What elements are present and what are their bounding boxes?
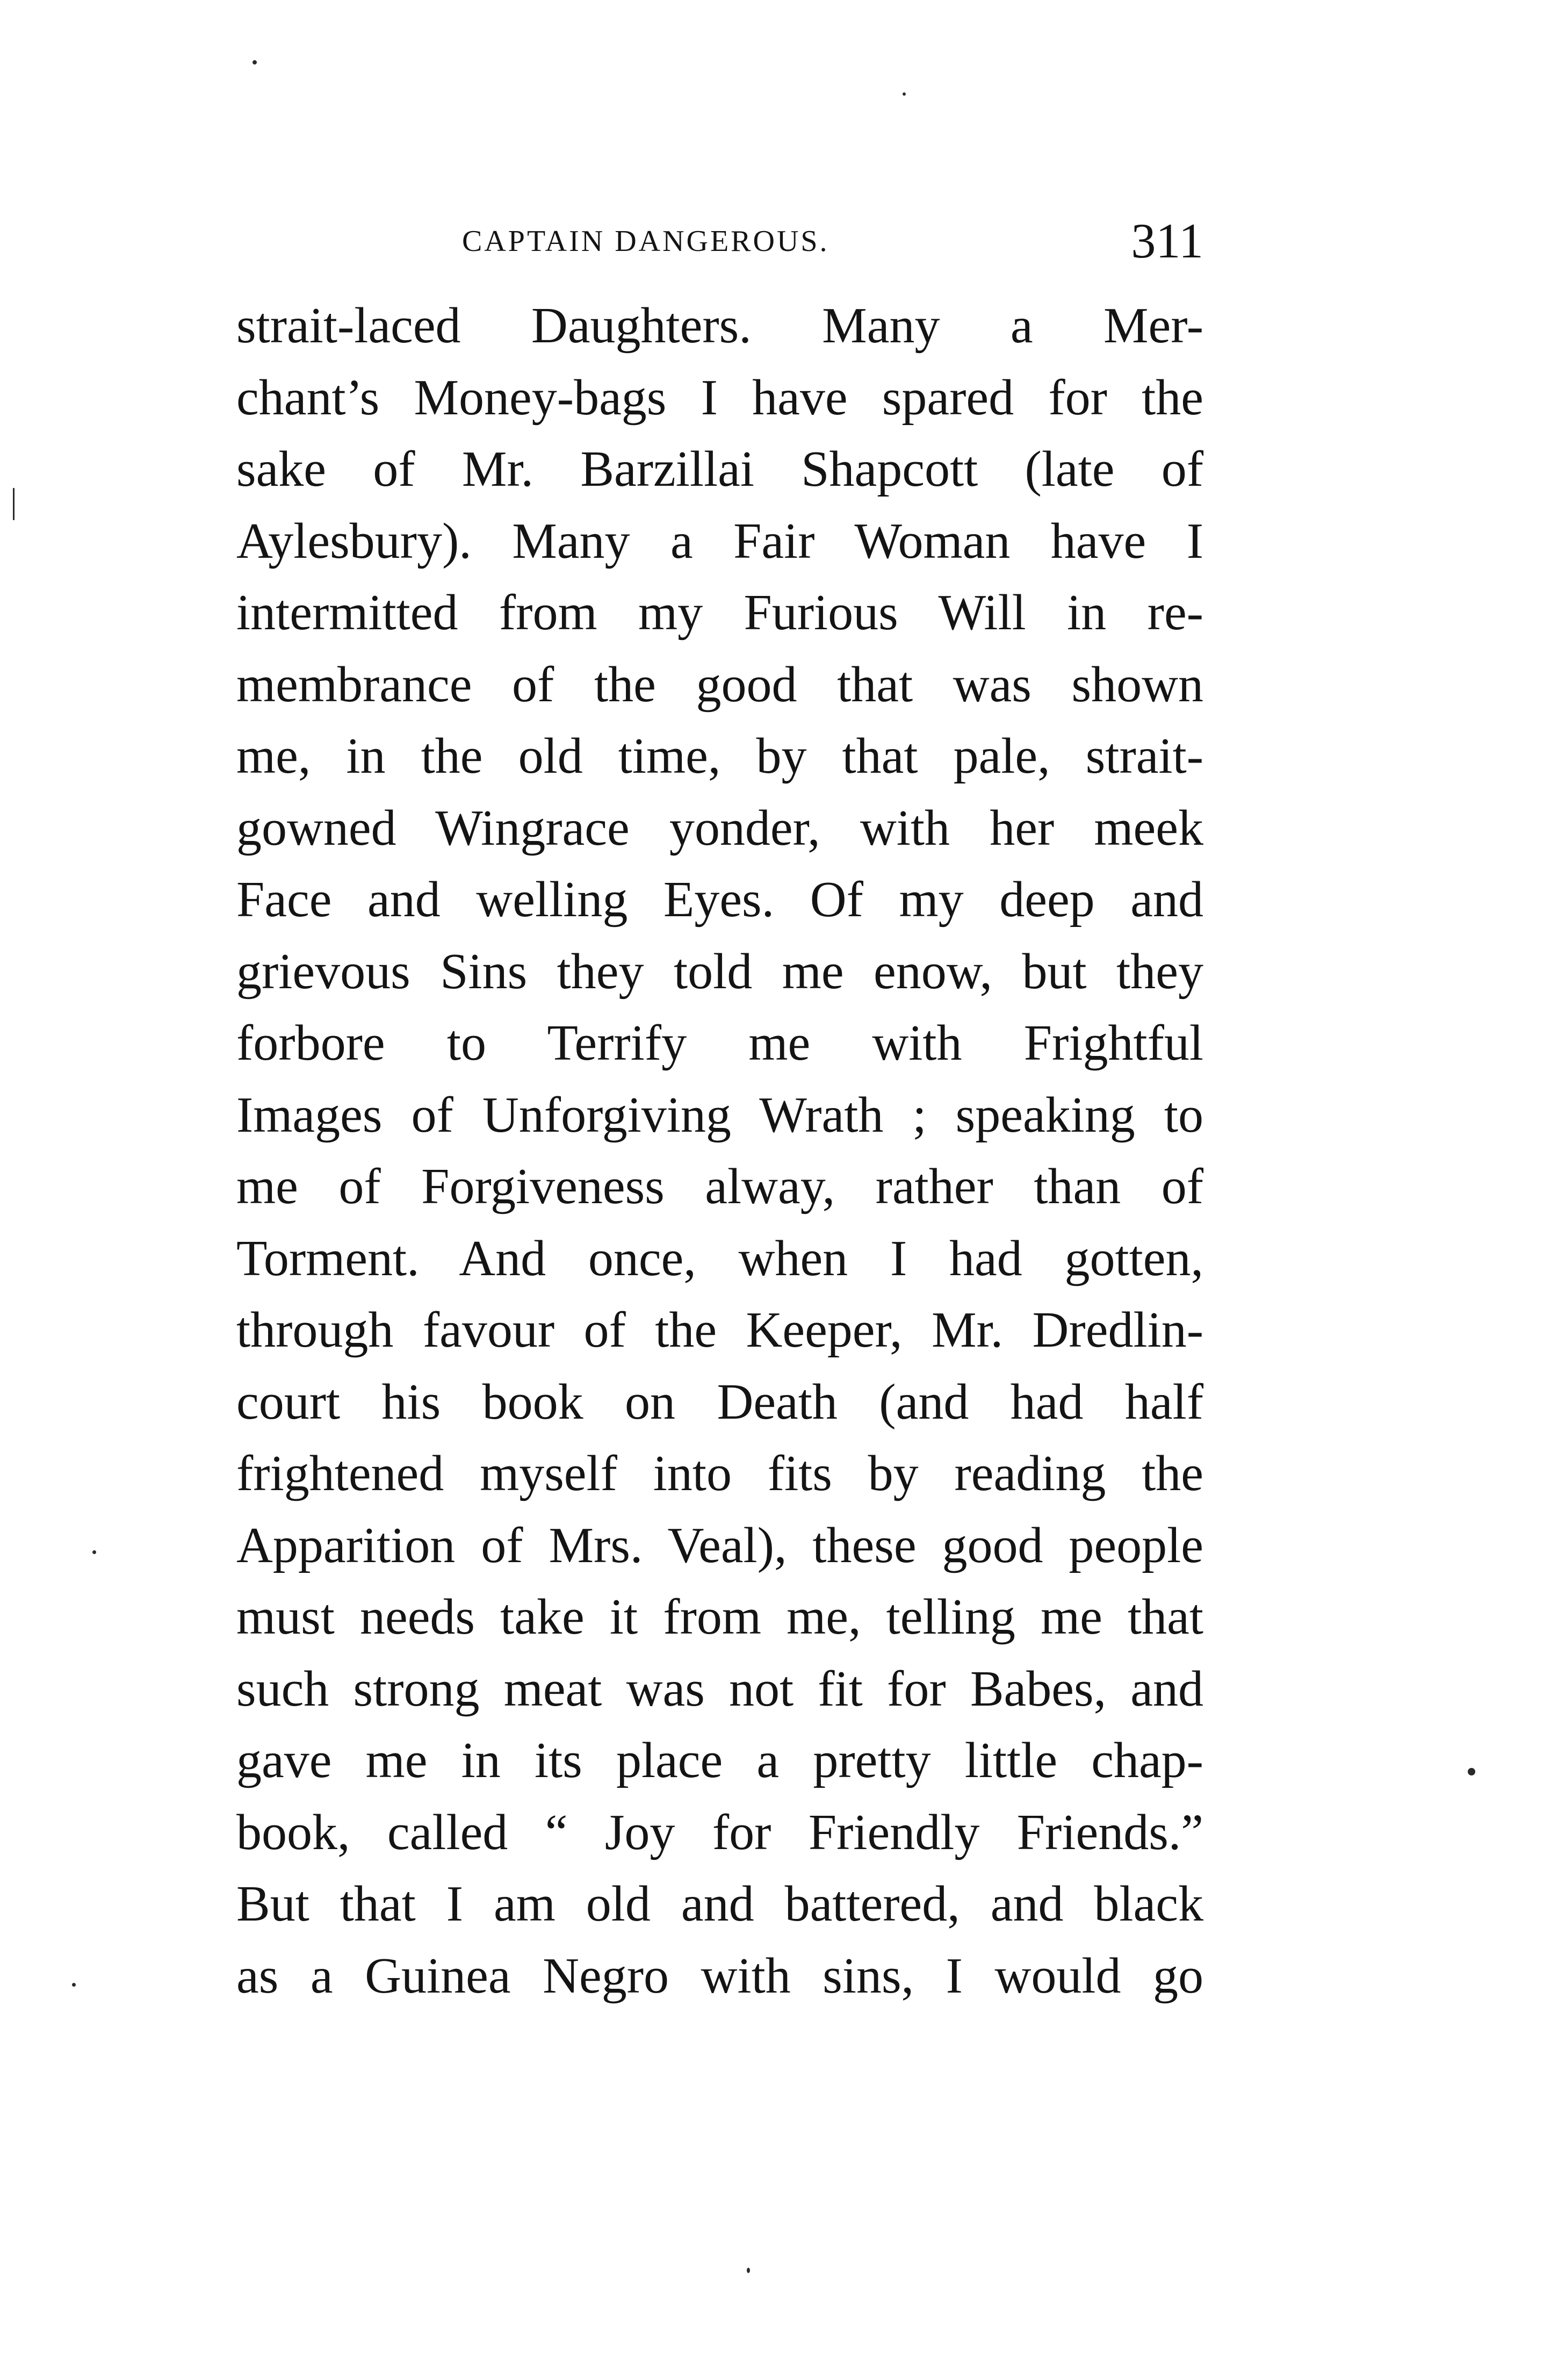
ink-speck [747,2268,750,2273]
text-line: me of Forgiveness alway, rather than of [236,1159,1203,1214]
text-line: Aylesbury). Many a Fair Woman have I [236,513,1203,569]
body-text [236,290,1203,2012]
ink-speck [903,92,906,96]
running-head: CAPTAIN DANGEROUS. [462,225,830,258]
text-line: sake of Mr. Barzillai Shapcott (late of [236,441,1203,497]
text-line: Images of Unforgiving Wrath ; speaking to [236,1087,1203,1143]
text-line: frightened myself into fits by reading the [236,1446,1203,1501]
text-line: me, in the old time, by that pale, strait- [236,728,1203,784]
ink-mark [13,488,15,520]
text-line: intermitted from my Furious Will in re- [236,585,1203,641]
text-line: Face and welling Eyes. Of my deep and [236,872,1203,927]
text-line: through favour of the Keeper, Mr. Dredlin- [236,1302,1203,1358]
text-line: chant’s Money-bags I have spared for the [236,369,1203,426]
ink-speck [72,1983,76,1987]
text-line: But that I am old and battered, and black [236,1876,1203,1932]
text-line: as a Guinea Negro with sins, I would go [236,1947,1203,2004]
page-number: 311 [1131,213,1203,268]
text-line: court his book on Death (and had half [236,1374,1203,1430]
ink-speck [1468,1768,1475,1775]
text-line: gave me in its place a pretty little chap- [236,1732,1203,1788]
ink-speck [253,60,257,64]
text-line: Apparition of Mrs. Veal), these good people [236,1517,1203,1573]
text-line: such strong meat was not fit for Babes, and [236,1660,1203,1717]
text-line: book, called “ Joy for Friendly Friends.” [236,1804,1203,1860]
text-line: membrance of the good that was shown [236,656,1203,713]
text-line: forbore to Terrify me with Frightful [236,1015,1203,1071]
ink-speck [92,1550,96,1554]
text-line: Torment. And once, when I had gotten, [236,1230,1203,1286]
text-line: gowned Wingrace yonder, with her meek [236,800,1203,856]
text-line: strait-laced Daughters. Many a Mer- [236,298,1203,354]
text-line: must needs take it from me, telling me that [236,1589,1203,1645]
text-line: grievous Sins they told me enow, but they [236,943,1203,1000]
page-header [236,212,1203,271]
